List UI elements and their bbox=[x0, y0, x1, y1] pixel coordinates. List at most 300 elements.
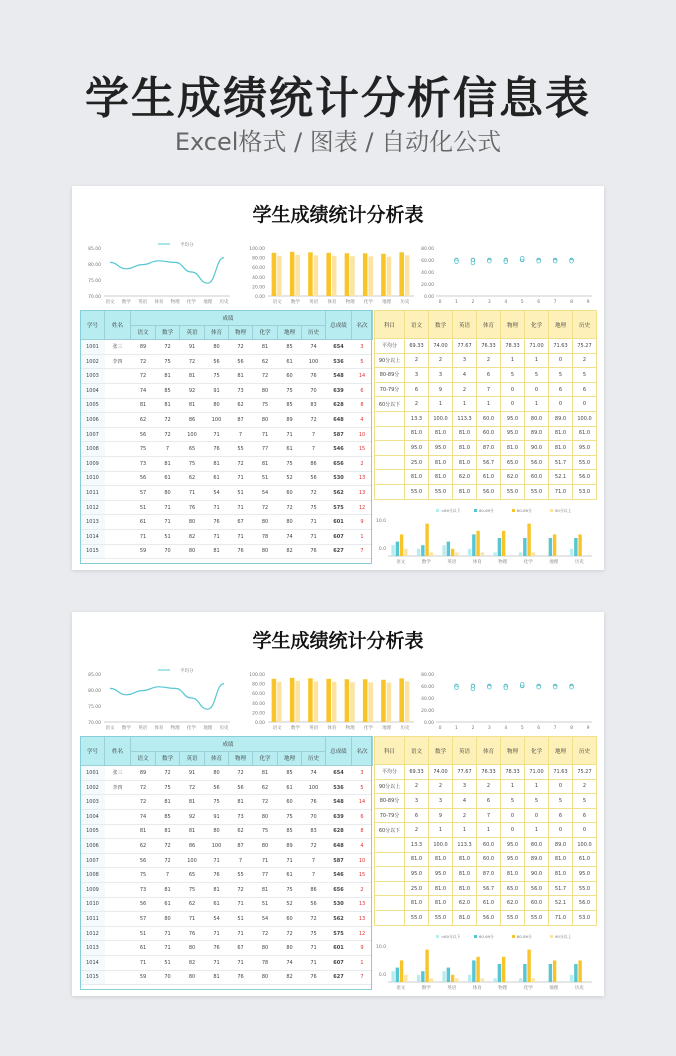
stats-cell[interactable]: 56.0 bbox=[477, 484, 501, 499]
score-cell[interactable]: 71 bbox=[205, 427, 229, 442]
score-cell[interactable]: 70 bbox=[156, 970, 180, 985]
score-cell[interactable]: 7 bbox=[156, 868, 180, 883]
student-id-cell[interactable]: 1003 bbox=[81, 795, 105, 810]
stats-cell[interactable]: 13.3 bbox=[405, 411, 429, 426]
stats-cell[interactable]: 6 bbox=[549, 808, 573, 823]
student-name-cell[interactable] bbox=[105, 413, 131, 428]
score-cell[interactable]: 76 bbox=[302, 369, 326, 384]
score-cell[interactable]: 72 bbox=[156, 853, 180, 868]
score-cell[interactable]: 70 bbox=[156, 544, 180, 559]
score-cell[interactable]: 89 bbox=[131, 340, 156, 355]
score-cell[interactable]: 62 bbox=[180, 897, 205, 912]
score-cell[interactable]: 86 bbox=[302, 456, 326, 471]
score-cell[interactable]: 80 bbox=[253, 970, 278, 985]
score-cell[interactable]: 75 bbox=[156, 780, 180, 795]
score-cell[interactable]: 81 bbox=[131, 398, 156, 413]
stats-cell[interactable]: 81.0 bbox=[405, 470, 429, 485]
score-cell[interactable]: 80 bbox=[253, 413, 278, 428]
stats-cell[interactable]: 81.0 bbox=[405, 896, 429, 911]
score-cell[interactable]: 71 bbox=[180, 912, 205, 927]
stats-cell[interactable]: 0 bbox=[549, 397, 573, 412]
rank-cell[interactable]: 4 bbox=[352, 839, 373, 854]
score-cell[interactable]: 80 bbox=[278, 515, 302, 530]
score-cell[interactable]: 83 bbox=[302, 398, 326, 413]
stats-cell[interactable]: 81.0 bbox=[453, 426, 477, 441]
score-cell[interactable]: 75 bbox=[180, 882, 205, 897]
stats-cell[interactable]: 55.0 bbox=[501, 910, 525, 925]
score-cell[interactable]: 71 bbox=[253, 427, 278, 442]
stats-row-label[interactable]: 平均分 bbox=[375, 339, 405, 354]
stats-cell[interactable]: 9 bbox=[429, 808, 453, 823]
score-cell[interactable]: 82 bbox=[278, 970, 302, 985]
score-cell[interactable]: 60 bbox=[278, 369, 302, 384]
stats-cell[interactable]: 1 bbox=[501, 353, 525, 368]
stats-cell[interactable]: 61.0 bbox=[573, 852, 597, 867]
score-cell[interactable]: 72 bbox=[180, 354, 205, 369]
total-cell[interactable]: 627 bbox=[326, 544, 352, 559]
student-name-cell[interactable] bbox=[105, 515, 131, 530]
score-cell[interactable]: 76 bbox=[205, 442, 229, 457]
student-name-cell[interactable] bbox=[105, 809, 131, 824]
score-cell[interactable]: 56 bbox=[205, 354, 229, 369]
stats-cell[interactable]: 2 bbox=[405, 823, 429, 838]
rank-cell[interactable]: 5 bbox=[352, 780, 373, 795]
stats-cell[interactable]: 1 bbox=[525, 779, 549, 794]
score-cell[interactable]: 51 bbox=[229, 912, 253, 927]
score-cell[interactable]: 54 bbox=[205, 912, 229, 927]
total-cell[interactable]: 654 bbox=[326, 766, 352, 781]
student-name-cell[interactable] bbox=[105, 398, 131, 413]
score-cell[interactable]: 78 bbox=[253, 529, 278, 544]
score-cell[interactable]: 70 bbox=[302, 809, 326, 824]
stats-cell[interactable]: 95.0 bbox=[573, 867, 597, 882]
score-cell[interactable]: 56 bbox=[302, 897, 326, 912]
stats-cell[interactable]: 60.0 bbox=[477, 411, 501, 426]
student-name-cell[interactable] bbox=[105, 500, 131, 515]
total-cell[interactable]: 548 bbox=[326, 369, 352, 384]
stats-cell[interactable]: 95.0 bbox=[501, 426, 525, 441]
student-id-cell[interactable]: 1010 bbox=[81, 897, 105, 912]
score-cell[interactable]: 51 bbox=[253, 471, 278, 486]
stats-row-label[interactable] bbox=[375, 455, 405, 470]
stats-cell[interactable]: 56.0 bbox=[573, 896, 597, 911]
score-cell[interactable]: 7 bbox=[229, 853, 253, 868]
stats-cell[interactable]: 0 bbox=[501, 808, 525, 823]
total-cell[interactable]: 546 bbox=[326, 442, 352, 457]
score-cell[interactable]: 81 bbox=[253, 766, 278, 781]
stats-cell[interactable]: 60.0 bbox=[477, 837, 501, 852]
stats-cell[interactable]: 56.0 bbox=[525, 455, 549, 470]
score-cell[interactable]: 80 bbox=[205, 340, 229, 355]
stats-cell[interactable]: 25.0 bbox=[405, 455, 429, 470]
rank-cell[interactable]: 8 bbox=[352, 824, 373, 839]
score-cell[interactable]: 81 bbox=[156, 882, 180, 897]
rank-cell[interactable]: 14 bbox=[352, 369, 373, 384]
score-cell[interactable]: 61 bbox=[278, 868, 302, 883]
total-cell[interactable]: 648 bbox=[326, 413, 352, 428]
stats-cell[interactable]: 0 bbox=[525, 808, 549, 823]
student-name-cell[interactable] bbox=[105, 369, 131, 384]
student-id-cell[interactable]: 1006 bbox=[81, 413, 105, 428]
score-cell[interactable]: 75 bbox=[156, 354, 180, 369]
student-id-cell[interactable]: 1012 bbox=[81, 926, 105, 941]
student-name-cell[interactable]: 李四 bbox=[105, 354, 131, 369]
score-cell[interactable]: 71 bbox=[180, 486, 205, 501]
rank-cell[interactable]: 12 bbox=[352, 500, 373, 515]
score-cell[interactable]: 80 bbox=[156, 912, 180, 927]
student-name-cell[interactable]: 张三 bbox=[105, 340, 131, 355]
stats-cell[interactable]: 81.0 bbox=[429, 470, 453, 485]
stats-cell[interactable]: 81.0 bbox=[453, 881, 477, 896]
score-cell[interactable]: 52 bbox=[278, 897, 302, 912]
rank-cell[interactable]: 13 bbox=[352, 471, 373, 486]
total-cell[interactable]: 548 bbox=[326, 795, 352, 810]
stats-row-label[interactable] bbox=[375, 441, 405, 456]
score-cell[interactable]: 87 bbox=[229, 413, 253, 428]
stats-row-label[interactable] bbox=[375, 426, 405, 441]
stats-cell[interactable]: 90.0 bbox=[525, 441, 549, 456]
score-cell[interactable]: 71 bbox=[278, 853, 302, 868]
stats-cell[interactable]: 113.3 bbox=[453, 837, 477, 852]
stats-cell[interactable]: 81.0 bbox=[429, 896, 453, 911]
total-cell[interactable]: 628 bbox=[326, 824, 352, 839]
stats-cell[interactable]: 77.67 bbox=[453, 339, 477, 354]
score-cell[interactable]: 76 bbox=[302, 795, 326, 810]
stats-cell[interactable]: 62.0 bbox=[501, 896, 525, 911]
student-id-cell[interactable]: 1005 bbox=[81, 398, 105, 413]
stats-cell[interactable]: 61.0 bbox=[477, 896, 501, 911]
stats-cell[interactable]: 61.0 bbox=[477, 470, 501, 485]
score-cell[interactable]: 61 bbox=[278, 354, 302, 369]
total-cell[interactable]: 656 bbox=[326, 882, 352, 897]
score-cell[interactable]: 81 bbox=[156, 824, 180, 839]
score-cell[interactable]: 72 bbox=[253, 500, 278, 515]
stats-cell[interactable]: 9 bbox=[429, 382, 453, 397]
stats-cell[interactable]: 53.0 bbox=[573, 910, 597, 925]
stats-cell[interactable]: 5 bbox=[549, 794, 573, 809]
stats-cell[interactable]: 100.0 bbox=[573, 837, 597, 852]
stats-cell[interactable]: 2 bbox=[477, 353, 501, 368]
score-cell[interactable]: 72 bbox=[302, 912, 326, 927]
stats-cell[interactable]: 6 bbox=[405, 382, 429, 397]
score-cell[interactable]: 75 bbox=[278, 383, 302, 398]
score-cell[interactable]: 76 bbox=[229, 970, 253, 985]
score-cell[interactable]: 71 bbox=[131, 529, 156, 544]
score-cell[interactable]: 76 bbox=[180, 926, 205, 941]
score-cell[interactable]: 59 bbox=[131, 970, 156, 985]
stats-cell[interactable]: 1 bbox=[453, 823, 477, 838]
stats-cell[interactable]: 2 bbox=[573, 353, 597, 368]
student-id-cell[interactable]: 1007 bbox=[81, 853, 105, 868]
score-cell[interactable]: 81 bbox=[131, 824, 156, 839]
score-cell[interactable]: 61 bbox=[156, 471, 180, 486]
stats-row-label[interactable] bbox=[375, 881, 405, 896]
total-cell[interactable]: 607 bbox=[326, 529, 352, 544]
score-cell[interactable]: 73 bbox=[131, 882, 156, 897]
stats-cell[interactable]: 55.0 bbox=[429, 910, 453, 925]
score-cell[interactable]: 71 bbox=[302, 529, 326, 544]
student-name-cell[interactable] bbox=[105, 839, 131, 854]
score-cell[interactable]: 71 bbox=[229, 500, 253, 515]
rank-cell[interactable]: 12 bbox=[352, 926, 373, 941]
stats-row-label[interactable]: 80-89分 bbox=[375, 368, 405, 383]
student-id-cell[interactable]: 1009 bbox=[81, 882, 105, 897]
score-cell[interactable]: 52 bbox=[278, 471, 302, 486]
rank-cell[interactable]: 6 bbox=[352, 809, 373, 824]
score-cell[interactable]: 78 bbox=[253, 955, 278, 970]
stats-row-label[interactable]: 90分以上 bbox=[375, 779, 405, 794]
total-cell[interactable]: 587 bbox=[326, 427, 352, 442]
score-cell[interactable]: 60 bbox=[278, 912, 302, 927]
stats-cell[interactable]: 95.0 bbox=[501, 411, 525, 426]
score-cell[interactable]: 80 bbox=[205, 398, 229, 413]
score-cell[interactable]: 60 bbox=[278, 795, 302, 810]
score-cell[interactable]: 91 bbox=[180, 766, 205, 781]
score-cell[interactable]: 71 bbox=[205, 853, 229, 868]
stats-cell[interactable]: 5 bbox=[501, 368, 525, 383]
stats-row-label[interactable] bbox=[375, 867, 405, 882]
score-cell[interactable]: 81 bbox=[205, 544, 229, 559]
stats-cell[interactable]: 53.0 bbox=[573, 484, 597, 499]
rank-cell[interactable]: 1 bbox=[352, 955, 373, 970]
stats-cell[interactable]: 2 bbox=[573, 779, 597, 794]
score-cell[interactable]: 7 bbox=[302, 427, 326, 442]
rank-cell[interactable]: 8 bbox=[352, 398, 373, 413]
stats-cell[interactable]: 55.0 bbox=[573, 881, 597, 896]
stats-cell[interactable]: 100.0 bbox=[573, 411, 597, 426]
score-cell[interactable]: 76 bbox=[205, 515, 229, 530]
stats-cell[interactable]: 0 bbox=[573, 397, 597, 412]
score-cell[interactable]: 56 bbox=[131, 427, 156, 442]
stats-row-label[interactable]: 60分以下 bbox=[375, 397, 405, 412]
score-cell[interactable]: 75 bbox=[302, 926, 326, 941]
total-cell[interactable]: 627 bbox=[326, 970, 352, 985]
rank-cell[interactable]: 9 bbox=[352, 515, 373, 530]
score-cell[interactable]: 92 bbox=[180, 383, 205, 398]
stats-cell[interactable]: 2 bbox=[405, 353, 429, 368]
rank-cell[interactable]: 10 bbox=[352, 853, 373, 868]
score-cell[interactable]: 65 bbox=[180, 868, 205, 883]
score-cell[interactable]: 91 bbox=[180, 340, 205, 355]
stats-cell[interactable]: 65.0 bbox=[501, 881, 525, 896]
rank-cell[interactable]: 4 bbox=[352, 413, 373, 428]
stats-cell[interactable]: 90.0 bbox=[525, 867, 549, 882]
total-cell[interactable]: 601 bbox=[326, 515, 352, 530]
score-cell[interactable]: 62 bbox=[253, 780, 278, 795]
stats-cell[interactable]: 81.0 bbox=[405, 426, 429, 441]
score-cell[interactable]: 57 bbox=[131, 486, 156, 501]
score-cell[interactable]: 7 bbox=[156, 442, 180, 457]
score-cell[interactable]: 81 bbox=[253, 882, 278, 897]
stats-cell[interactable]: 89.0 bbox=[525, 426, 549, 441]
stats-cell[interactable]: 3 bbox=[405, 368, 429, 383]
score-cell[interactable]: 70 bbox=[302, 383, 326, 398]
score-cell[interactable]: 80 bbox=[253, 544, 278, 559]
score-cell[interactable]: 54 bbox=[253, 912, 278, 927]
score-cell[interactable]: 100 bbox=[180, 427, 205, 442]
stats-cell[interactable]: 1 bbox=[429, 823, 453, 838]
score-cell[interactable]: 81 bbox=[156, 369, 180, 384]
stats-cell[interactable]: 74.00 bbox=[429, 765, 453, 780]
score-cell[interactable]: 67 bbox=[229, 515, 253, 530]
stats-cell[interactable]: 69.33 bbox=[405, 339, 429, 354]
student-name-cell[interactable] bbox=[105, 456, 131, 471]
stats-cell[interactable]: 1 bbox=[525, 823, 549, 838]
score-cell[interactable]: 81 bbox=[180, 398, 205, 413]
score-cell[interactable]: 74 bbox=[302, 340, 326, 355]
stats-cell[interactable]: 3 bbox=[429, 794, 453, 809]
stats-cell[interactable]: 81.0 bbox=[501, 441, 525, 456]
stats-cell[interactable]: 55.0 bbox=[405, 910, 429, 925]
score-cell[interactable]: 75 bbox=[278, 456, 302, 471]
stats-cell[interactable]: 71.0 bbox=[549, 910, 573, 925]
score-cell[interactable]: 55 bbox=[229, 868, 253, 883]
stats-cell[interactable]: 95.0 bbox=[501, 852, 525, 867]
score-cell[interactable]: 92 bbox=[180, 809, 205, 824]
score-cell[interactable]: 80 bbox=[156, 486, 180, 501]
total-cell[interactable]: 654 bbox=[326, 340, 352, 355]
score-cell[interactable]: 71 bbox=[278, 427, 302, 442]
score-cell[interactable]: 75 bbox=[253, 398, 278, 413]
score-cell[interactable]: 76 bbox=[302, 970, 326, 985]
stats-cell[interactable]: 81.0 bbox=[501, 867, 525, 882]
score-cell[interactable]: 71 bbox=[156, 515, 180, 530]
score-cell[interactable]: 71 bbox=[156, 926, 180, 941]
score-cell[interactable]: 80 bbox=[253, 809, 278, 824]
stats-cell[interactable]: 100.0 bbox=[429, 411, 453, 426]
score-cell[interactable]: 100 bbox=[205, 839, 229, 854]
student-id-cell[interactable]: 1004 bbox=[81, 809, 105, 824]
stats-cell[interactable]: 62.0 bbox=[453, 896, 477, 911]
score-cell[interactable]: 80 bbox=[205, 824, 229, 839]
score-cell[interactable]: 7 bbox=[302, 442, 326, 457]
score-cell[interactable]: 82 bbox=[278, 544, 302, 559]
score-cell[interactable]: 74 bbox=[131, 809, 156, 824]
stats-cell[interactable]: 71.00 bbox=[525, 765, 549, 780]
stats-cell[interactable]: 71.0 bbox=[549, 484, 573, 499]
score-cell[interactable]: 76 bbox=[180, 500, 205, 515]
total-cell[interactable]: 601 bbox=[326, 941, 352, 956]
score-cell[interactable]: 51 bbox=[253, 897, 278, 912]
score-cell[interactable]: 59 bbox=[131, 544, 156, 559]
score-cell[interactable]: 72 bbox=[278, 926, 302, 941]
stats-row-label[interactable] bbox=[375, 852, 405, 867]
score-cell[interactable]: 55 bbox=[229, 442, 253, 457]
stats-cell[interactable]: 95.0 bbox=[501, 837, 525, 852]
student-id-cell[interactable]: 1001 bbox=[81, 766, 105, 781]
score-cell[interactable]: 86 bbox=[302, 882, 326, 897]
score-cell[interactable]: 72 bbox=[180, 780, 205, 795]
stats-row-label[interactable] bbox=[375, 896, 405, 911]
stats-cell[interactable]: 78.33 bbox=[501, 339, 525, 354]
student-name-cell[interactable]: 张三 bbox=[105, 766, 131, 781]
stats-cell[interactable]: 55.0 bbox=[405, 484, 429, 499]
stats-cell[interactable]: 7 bbox=[477, 382, 501, 397]
student-id-cell[interactable]: 1010 bbox=[81, 471, 105, 486]
rank-cell[interactable]: 9 bbox=[352, 941, 373, 956]
score-cell[interactable]: 72 bbox=[229, 456, 253, 471]
stats-cell[interactable]: 3 bbox=[429, 368, 453, 383]
student-name-cell[interactable] bbox=[105, 427, 131, 442]
score-cell[interactable]: 85 bbox=[278, 766, 302, 781]
score-cell[interactable]: 71 bbox=[302, 955, 326, 970]
score-cell[interactable]: 62 bbox=[229, 824, 253, 839]
score-cell[interactable]: 56 bbox=[131, 897, 156, 912]
rank-cell[interactable]: 5 bbox=[352, 354, 373, 369]
stats-cell[interactable]: 95.0 bbox=[429, 867, 453, 882]
student-id-cell[interactable]: 1001 bbox=[81, 340, 105, 355]
score-cell[interactable]: 54 bbox=[253, 486, 278, 501]
stats-cell[interactable]: 60.0 bbox=[525, 470, 549, 485]
stats-cell[interactable]: 55.0 bbox=[573, 455, 597, 470]
stats-cell[interactable]: 81.0 bbox=[453, 867, 477, 882]
stats-cell[interactable]: 81.0 bbox=[549, 441, 573, 456]
stats-row-label[interactable]: 80-89分 bbox=[375, 794, 405, 809]
stats-cell[interactable]: 62.0 bbox=[501, 470, 525, 485]
student-name-cell[interactable] bbox=[105, 529, 131, 544]
student-id-cell[interactable]: 1002 bbox=[81, 354, 105, 369]
score-cell[interactable]: 81 bbox=[180, 795, 205, 810]
stats-cell[interactable]: 5 bbox=[549, 368, 573, 383]
score-cell[interactable]: 91 bbox=[205, 383, 229, 398]
stats-cell[interactable]: 60.0 bbox=[525, 896, 549, 911]
stats-cell[interactable]: 81.0 bbox=[429, 881, 453, 896]
stats-cell[interactable]: 1 bbox=[429, 397, 453, 412]
student-name-cell[interactable] bbox=[105, 926, 131, 941]
stats-cell[interactable]: 0 bbox=[525, 382, 549, 397]
score-cell[interactable]: 81 bbox=[180, 824, 205, 839]
score-cell[interactable]: 71 bbox=[302, 515, 326, 530]
score-cell[interactable]: 82 bbox=[180, 529, 205, 544]
score-cell[interactable]: 77 bbox=[253, 868, 278, 883]
score-cell[interactable]: 81 bbox=[205, 456, 229, 471]
score-cell[interactable]: 72 bbox=[302, 486, 326, 501]
stats-cell[interactable]: 13.3 bbox=[405, 837, 429, 852]
score-cell[interactable]: 87 bbox=[229, 839, 253, 854]
student-name-cell[interactable] bbox=[105, 544, 131, 559]
score-cell[interactable]: 76 bbox=[229, 544, 253, 559]
score-cell[interactable]: 89 bbox=[278, 839, 302, 854]
stats-cell[interactable]: 0 bbox=[549, 353, 573, 368]
stats-cell[interactable]: 0 bbox=[549, 779, 573, 794]
score-cell[interactable]: 71 bbox=[205, 955, 229, 970]
score-cell[interactable]: 51 bbox=[131, 500, 156, 515]
score-cell[interactable]: 81 bbox=[156, 456, 180, 471]
score-cell[interactable]: 67 bbox=[229, 941, 253, 956]
stats-cell[interactable]: 6 bbox=[573, 382, 597, 397]
total-cell[interactable]: 575 bbox=[326, 500, 352, 515]
score-cell[interactable]: 72 bbox=[156, 839, 180, 854]
stats-cell[interactable]: 1 bbox=[525, 397, 549, 412]
stats-cell[interactable]: 56.0 bbox=[477, 910, 501, 925]
stats-cell[interactable]: 2 bbox=[405, 779, 429, 794]
score-cell[interactable]: 80 bbox=[180, 941, 205, 956]
stats-cell[interactable]: 51.7 bbox=[549, 455, 573, 470]
stats-cell[interactable]: 89.0 bbox=[549, 411, 573, 426]
student-name-cell[interactable] bbox=[105, 955, 131, 970]
stats-cell[interactable]: 56.0 bbox=[573, 470, 597, 485]
score-cell[interactable]: 71 bbox=[253, 853, 278, 868]
score-cell[interactable]: 62 bbox=[131, 839, 156, 854]
stats-cell[interactable]: 4 bbox=[453, 368, 477, 383]
score-cell[interactable]: 72 bbox=[131, 780, 156, 795]
student-name-cell[interactable] bbox=[105, 486, 131, 501]
stats-cell[interactable]: 5 bbox=[573, 368, 597, 383]
stats-cell[interactable]: 75.27 bbox=[573, 765, 597, 780]
stats-cell[interactable]: 0 bbox=[501, 397, 525, 412]
stats-cell[interactable]: 0 bbox=[573, 823, 597, 838]
stats-cell[interactable]: 3 bbox=[453, 779, 477, 794]
